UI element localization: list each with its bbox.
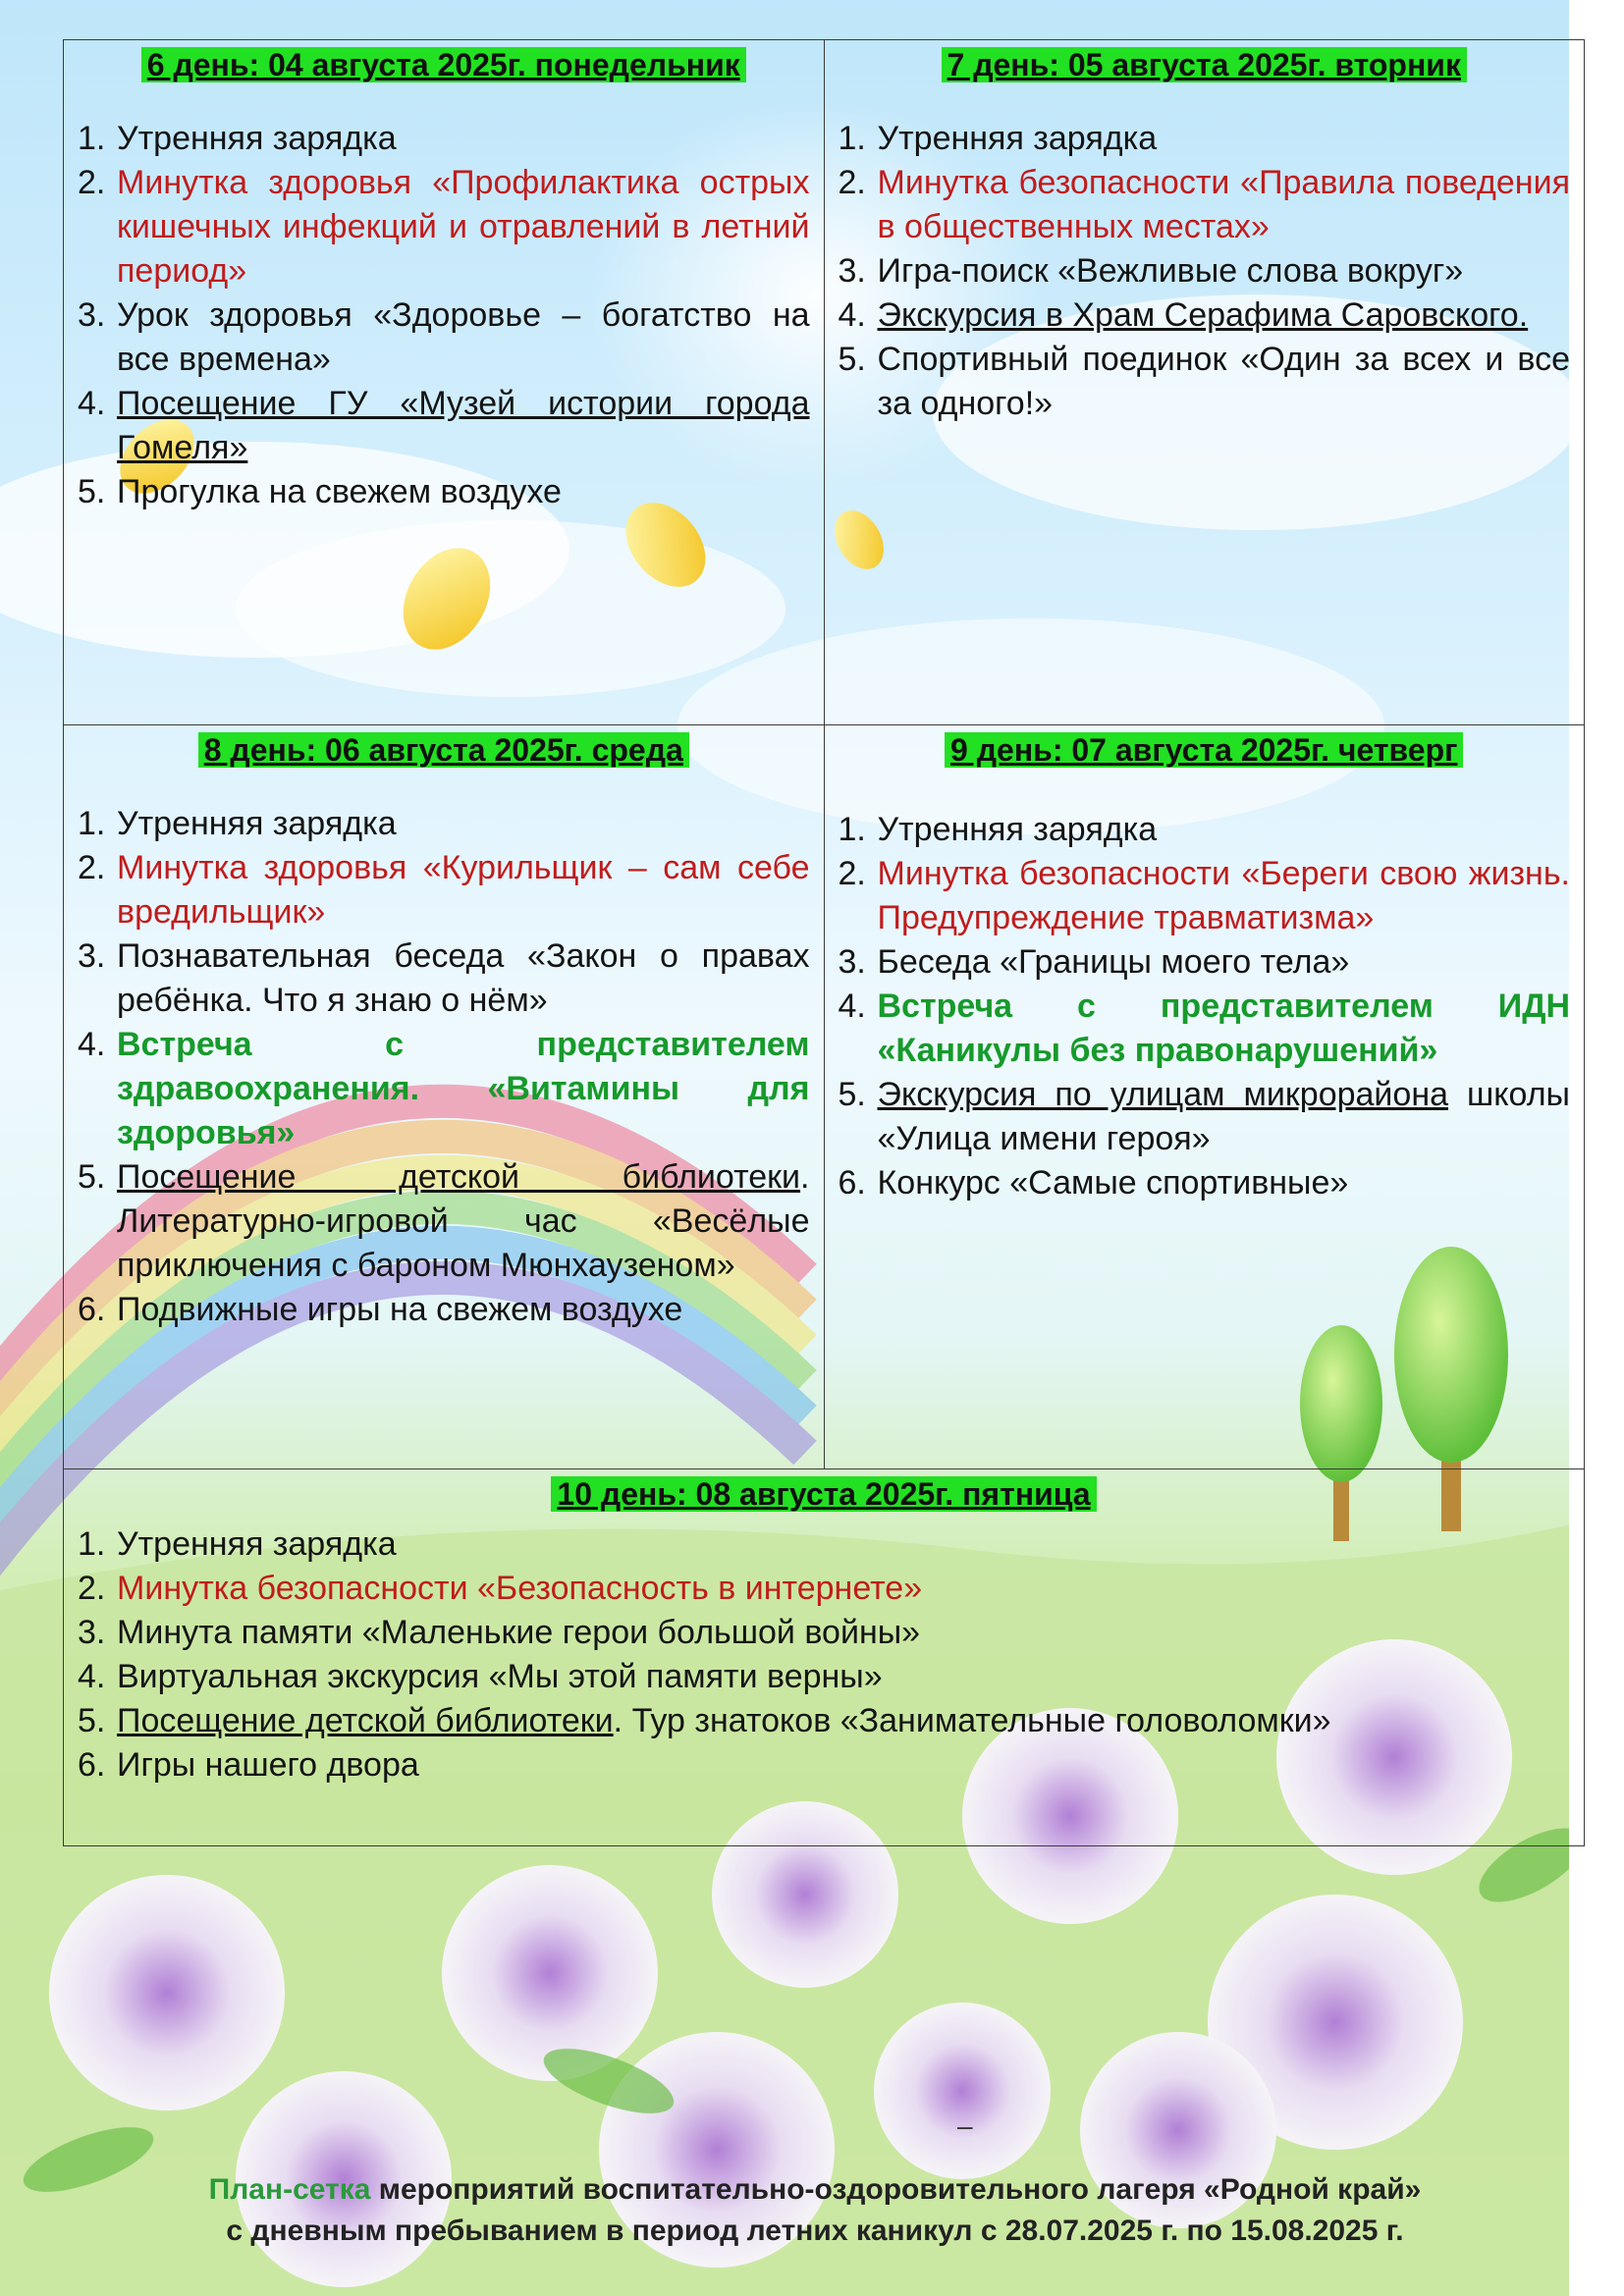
activity-item: [78, 1522, 1570, 1567]
day-cell: [64, 725, 825, 1469]
activity-item: [839, 338, 1571, 426]
activity-text-part: Посещение детской библиотеки: [117, 1702, 614, 1739]
activity-text: [878, 117, 1571, 161]
activity-number: 2.: [78, 164, 106, 201]
activity-item: [78, 470, 810, 514]
activity-number: 2.: [838, 855, 866, 892]
activity-item: [78, 1567, 1570, 1611]
activity-item: [839, 1161, 1571, 1205]
activity-text-part: Утренняя зарядка: [877, 120, 1158, 157]
activity-text: [117, 934, 810, 1023]
activity-text-part: Виртуальная экскурсия «Мы этой памяти верны»: [117, 1658, 883, 1695]
activity-text: [878, 1073, 1571, 1161]
activity-text: [117, 802, 810, 846]
activity-text-part: Прогулка на свежем воздухе: [117, 473, 562, 510]
activity-number: 6.: [78, 1291, 106, 1328]
activity-text-part: Встреча с представителем здравоохранения. «Витамины для здоровья»: [117, 1026, 810, 1151]
activity-text-part: Минута памяти «Маленькие герои большой войны»: [117, 1614, 921, 1651]
activity-number: 5.: [78, 1158, 106, 1196]
day-heading: 6 день: 04 августа 2025г. понедельник: [78, 46, 810, 83]
activity-list: [78, 117, 810, 514]
day-heading: 7 день: 05 августа 2025г. вторник: [839, 46, 1571, 83]
activity-text: [878, 808, 1571, 852]
activity-number: 5.: [78, 1702, 106, 1739]
activity-text: [117, 1655, 1570, 1699]
activity-text: [117, 161, 810, 294]
activity-item: [78, 802, 810, 846]
activity-text-part: Минутка безопасности «Береги свою жизнь. Предупреждение травматизма»: [877, 855, 1570, 936]
day-cell: [824, 725, 1585, 1469]
activity-item: [839, 940, 1571, 985]
activity-number: 3.: [78, 937, 106, 975]
activity-text: [878, 294, 1571, 338]
day-heading: 10 день: 08 августа 2025г. пятница: [78, 1475, 1570, 1513]
activity-text-part: . Тур знатоков «Занимательные головоломки»: [613, 1702, 1331, 1739]
activity-text-part: Минутка безопасности «Правила поведения в общественных местах»: [877, 164, 1570, 245]
activity-text: [117, 1743, 1570, 1788]
activity-text-part: Беседа «Границы моего тела»: [877, 943, 1350, 981]
activity-item: [78, 846, 810, 934]
activity-item: [78, 382, 810, 470]
activity-item: [839, 294, 1571, 338]
activity-number: 4.: [78, 1026, 106, 1063]
activity-item: [78, 1743, 1570, 1788]
activity-number: 2.: [78, 1570, 106, 1607]
activity-list: [839, 117, 1571, 426]
activity-item: [78, 934, 810, 1023]
activity-text-part: Экскурсия по улицам микрорайона: [877, 1076, 1449, 1113]
footer-line-1-rest: мероприятий воспитательно-оздоровительного лагеря «Родной край»: [370, 2173, 1422, 2206]
activity-text-part: Спортивный поединок «Один за всех и все за одного!»: [877, 341, 1570, 422]
activity-text-part: Подвижные игры на свежем воздухе: [117, 1291, 683, 1328]
activity-list: [78, 802, 810, 1332]
activity-number: 6.: [78, 1746, 106, 1784]
activity-text-part: Утренняя зарядка: [117, 805, 397, 842]
activity-number: 3.: [78, 296, 106, 334]
activity-number: 5.: [838, 341, 866, 378]
activity-text-part: Игры нашего двора: [117, 1746, 419, 1784]
activity-item: [78, 294, 810, 382]
activity-text: [117, 1155, 810, 1288]
activity-text: [878, 940, 1571, 985]
footer-line-1: [59, 2169, 1571, 2211]
activity-text: [117, 846, 810, 934]
footer-accent: План-сетка: [208, 2173, 371, 2206]
activity-item: [78, 1699, 1570, 1743]
activity-number: 1.: [78, 805, 106, 842]
activity-number: 3.: [838, 252, 866, 290]
activity-text-part: Утренняя зарядка: [117, 120, 397, 157]
activity-number: 4.: [78, 385, 106, 422]
activity-number: 3.: [78, 1614, 106, 1651]
activity-text-part: Утренняя зарядка: [877, 811, 1158, 848]
activity-text-part: Познавательная беседа «Закон о правах ребёнка. Что я знаю о нём»: [117, 937, 810, 1019]
activity-item: [839, 249, 1571, 294]
activity-text: [117, 1699, 1570, 1743]
activity-number: 2.: [838, 164, 866, 201]
activity-text: [878, 338, 1571, 426]
activity-text: [117, 1522, 1570, 1567]
activity-text-part: Конкурс «Самые спортивные»: [877, 1164, 1349, 1201]
activity-number: 3.: [838, 943, 866, 981]
activity-number: 1.: [838, 120, 866, 157]
activity-text-part: . Литературно-игровой час «Весёлые приключения с бароном Мюнхаузеном»: [117, 1158, 810, 1284]
activity-item: [78, 1611, 1570, 1655]
activity-text: [117, 470, 810, 514]
activity-text: [878, 852, 1571, 940]
activity-number: 5.: [78, 473, 106, 510]
activity-text-part: Утренняя зарядка: [117, 1525, 397, 1563]
activity-text: [117, 382, 810, 470]
activity-number: 2.: [78, 849, 106, 886]
activity-text: [117, 1288, 810, 1332]
activity-item: [839, 985, 1571, 1073]
activity-text: [117, 1023, 810, 1155]
activity-item: [78, 1655, 1570, 1699]
activity-text: [117, 294, 810, 382]
day-cell: [64, 1469, 1585, 1846]
activity-text-part: Минутка здоровья «Профилактика острых кишечных инфекций и отравлений в летний период»: [117, 164, 810, 290]
day-heading: 8 день: 06 августа 2025г. среда: [78, 731, 810, 769]
activity-number: 1.: [838, 811, 866, 848]
activity-list: [78, 1522, 1570, 1788]
activity-text: [878, 1161, 1571, 1205]
activity-item: [78, 161, 810, 294]
day-cell: [64, 40, 825, 725]
activity-item: [78, 1155, 810, 1288]
day-heading: 9 день: 07 августа 2025г. четверг: [839, 731, 1571, 769]
activity-number: 5.: [838, 1076, 866, 1113]
activity-item: [78, 117, 810, 161]
activity-item: [839, 852, 1571, 940]
activity-number: 4.: [838, 296, 866, 334]
activity-text: [117, 117, 810, 161]
activity-text-part: Посещение детской библиотеки: [117, 1158, 801, 1196]
page-mark: –: [957, 2110, 973, 2141]
activity-number: 6.: [838, 1164, 866, 1201]
activity-text-part: Встреча с представителем ИДН «Каникулы без правонарушений»: [877, 988, 1570, 1069]
schedule-table: [63, 39, 1585, 1846]
activity-item: [839, 117, 1571, 161]
activity-item: [78, 1288, 810, 1332]
activity-text: [117, 1567, 1570, 1611]
activity-text-part: Урок здоровья «Здоровье – богатство на все времена»: [117, 296, 810, 378]
activity-item: [839, 1073, 1571, 1161]
activity-text: [878, 985, 1571, 1073]
activity-list: [839, 808, 1571, 1205]
activity-text-part: Минутка безопасности «Безопасность в интернете»: [117, 1570, 923, 1607]
activity-item: [839, 161, 1571, 249]
activity-item: [839, 808, 1571, 852]
activity-text-part: школы «Улица имени героя»: [877, 1076, 1570, 1157]
activity-text: [117, 1611, 1570, 1655]
activity-text-part: Экскурсия в Храм Серафима Саровского.: [877, 296, 1529, 334]
activity-text-part: Посещение ГУ «Музей истории города Гомеля»: [117, 385, 810, 466]
activity-text-part: Игра-поиск «Вежливые слова вокруг»: [877, 252, 1464, 290]
footer-caption: [59, 2169, 1571, 2252]
activity-number: 1.: [78, 1525, 106, 1563]
day-cell: [824, 40, 1585, 725]
activity-text: [878, 161, 1571, 249]
activity-number: 4.: [838, 988, 866, 1025]
activity-text: [878, 249, 1571, 294]
activity-number: 4.: [78, 1658, 106, 1695]
activity-item: [78, 1023, 810, 1155]
activity-text-part: Минутка здоровья «Курильщик – сам себе вредильщик»: [117, 849, 810, 931]
footer-line-2: с дневным пребыванием в период летних каникул с 28.07.2025 г. по 15.08.2025 г.: [226, 2215, 1404, 2247]
activity-number: 1.: [78, 120, 106, 157]
